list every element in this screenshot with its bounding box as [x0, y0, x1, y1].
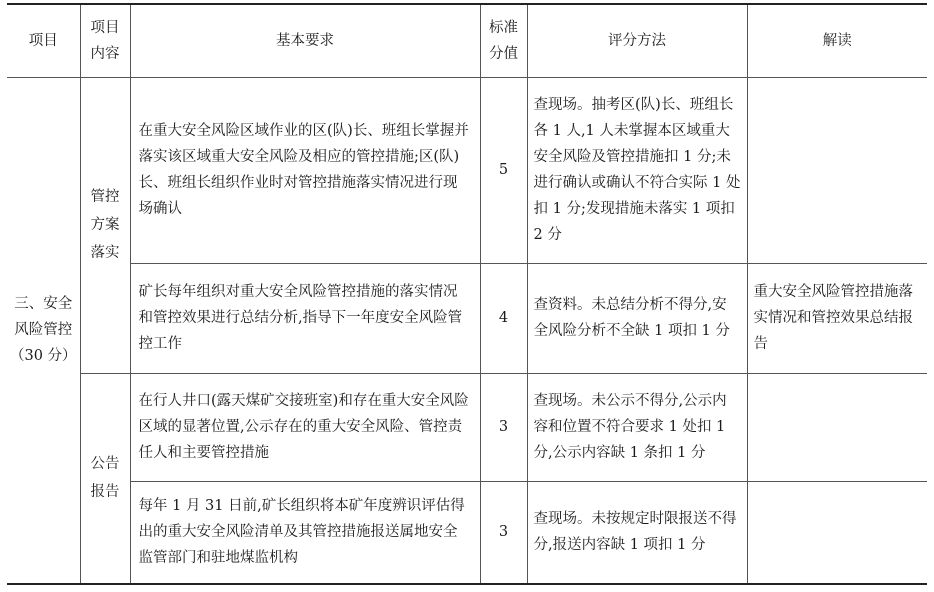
- header-item: 项目: [7, 4, 80, 77]
- section-item-cell: 三、安全 风险管控 （30 分）: [7, 77, 80, 584]
- group-content-cell: 管控 方案 落实: [80, 77, 130, 373]
- interpretation-cell: 重大安全风险管控措施落实情况和管控效果总结报告: [747, 263, 927, 373]
- method-cell: 查资料。未总结分析不得分,安全风险分析不全缺 1 项扣 1 分: [527, 263, 747, 373]
- evaluation-table: [7, 3, 927, 585]
- header-content: 项目 内容: [80, 4, 130, 77]
- table-row: [7, 481, 927, 584]
- interpretation-cell: [747, 77, 927, 263]
- requirement-cell: 在行人井口(露天煤矿交接班室)和存在重大安全风险区域的显著位置,公示存在的重大安全风险、管控责任人和主要管控措施: [130, 373, 480, 481]
- requirement-cell: 矿长每年组织对重大安全风险管控措施的落实情况和管控效果进行总结分析,指导下一年度安全风险管控工作: [130, 263, 480, 373]
- group-content-cell: 公告 报告: [80, 373, 130, 584]
- header-score: 标准 分值: [480, 4, 527, 77]
- interpretation-cell: [747, 481, 927, 584]
- header-requirement: 基本要求: [130, 4, 480, 77]
- interpretation-cell: [747, 373, 927, 481]
- method-cell: 查现场。未按规定时限报送不得分,报送内容缺 1 项扣 1 分: [527, 481, 747, 584]
- method-cell: 查现场。未公示不得分,公示内容和位置不符合要求 1 处扣 1 分,公示内容缺 1 条扣 1 分: [527, 373, 747, 481]
- requirement-cell: 每年 1 月 31 日前,矿长组织将本矿年度辨识评估得出的重大安全风险清单及其管控措施报送属地安全监管部门和驻地煤监机构: [130, 481, 480, 584]
- method-cell: 查现场。抽考区(队)长、班组长各 1 人,1 人未掌握本区域重大安全风险及管控措施扣 1 分;未进行确认或确认不符合实际 1 处扣 1 分;发现措施未落实 1 项扣 2 分: [527, 77, 747, 263]
- requirement-cell: 在重大安全风险区域作业的区(队)长、班组长掌握并落实该区域重大安全风险及相应的管控措施;区(队)长、班组长组织作业时对管控措施落实情况进行现场确认: [130, 77, 480, 263]
- header-method: 评分方法: [527, 4, 747, 77]
- score-cell: 3: [480, 481, 527, 584]
- header-row: [7, 4, 927, 77]
- table-row: [7, 373, 927, 481]
- score-cell: 3: [480, 373, 527, 481]
- score-cell: 5: [480, 77, 527, 263]
- score-cell: 4: [480, 263, 527, 373]
- table-row: [7, 263, 927, 373]
- header-interpretation: 解读: [747, 4, 927, 77]
- table-row: [7, 77, 927, 263]
